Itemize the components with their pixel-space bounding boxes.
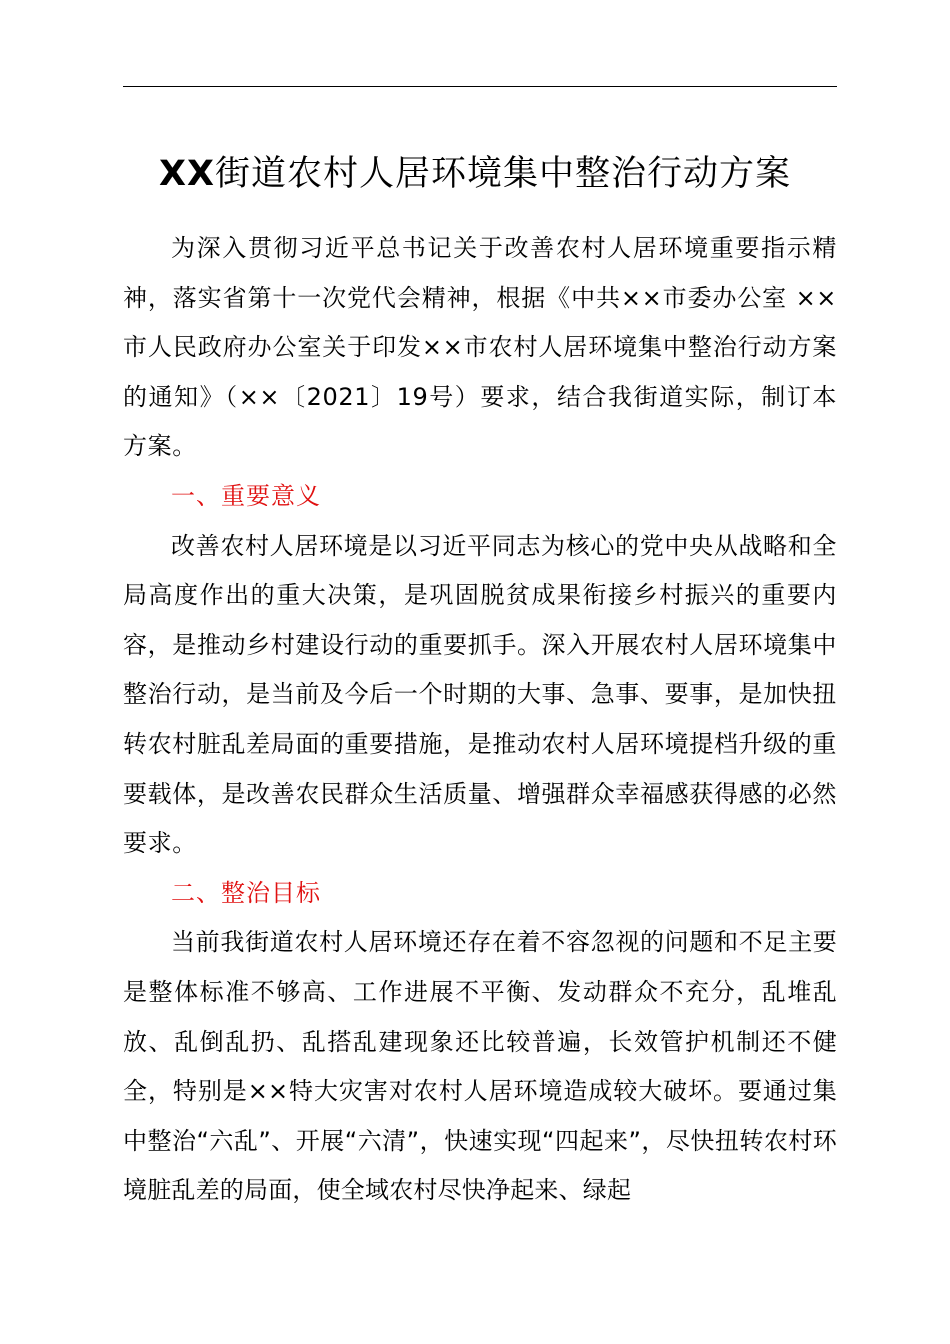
- title-prefix: XX: [159, 154, 215, 194]
- section-heading-goals: 二、整治目标: [171, 878, 321, 907]
- document-title: [0, 150, 950, 198]
- section-paragraph-goals: 当前我街道农村人居环境还存在着不容忽视的问题和不足主要是整体标准不够高、工作进展不平衡、发动群众不充分，乱堆乱放、乱倒乱扔、乱搭乱建现象还比较普遍，长效管护机制还不健全，特别是××特大灾害对农村人居环境造成较大破坏。要通过集中整治“六乱”、开展“六清”，快速实现“四起来”，尽快扭转农村环境脏乱差的局面，使全域农村尽快净起来、绿起: [123, 928, 837, 1205]
- header-rule: [123, 86, 837, 87]
- section-paragraph-significance: 改善农村人居环境是以习近平同志为核心的党中央从战略和全局高度作出的重大决策，是巩固脱贫成果衔接乡村振兴的重要内容，是推动乡村建设行动的重要抓手。深入开展农村人居环境集中整治行动，是当前及今后一个时期的大事、急事、要事，是加快扭转农村脏乱差局面的重要措施，是推动农村人居环境提档升级的重要载体，是改善农民群众生活质量、增强群众幸福感获得感的必然要求。: [123, 531, 837, 858]
- section-heading-significance: 一、重要意义: [171, 481, 321, 510]
- title-text: 街道农村人居环境集中整治行动方案: [214, 154, 791, 194]
- document-body: [123, 224, 837, 1216]
- intro-paragraph: 为深入贯彻习近平总书记关于改善农村人居环境重要指示精神，落实省第十一次党代会精神，根据《中共××市委办公室 ××市人民政府办公室关于印发××市农村人居环境集中整治行动方案的通知》（××〔2021〕19号）要求，结合我街道实际，制订本方案。: [123, 234, 837, 461]
